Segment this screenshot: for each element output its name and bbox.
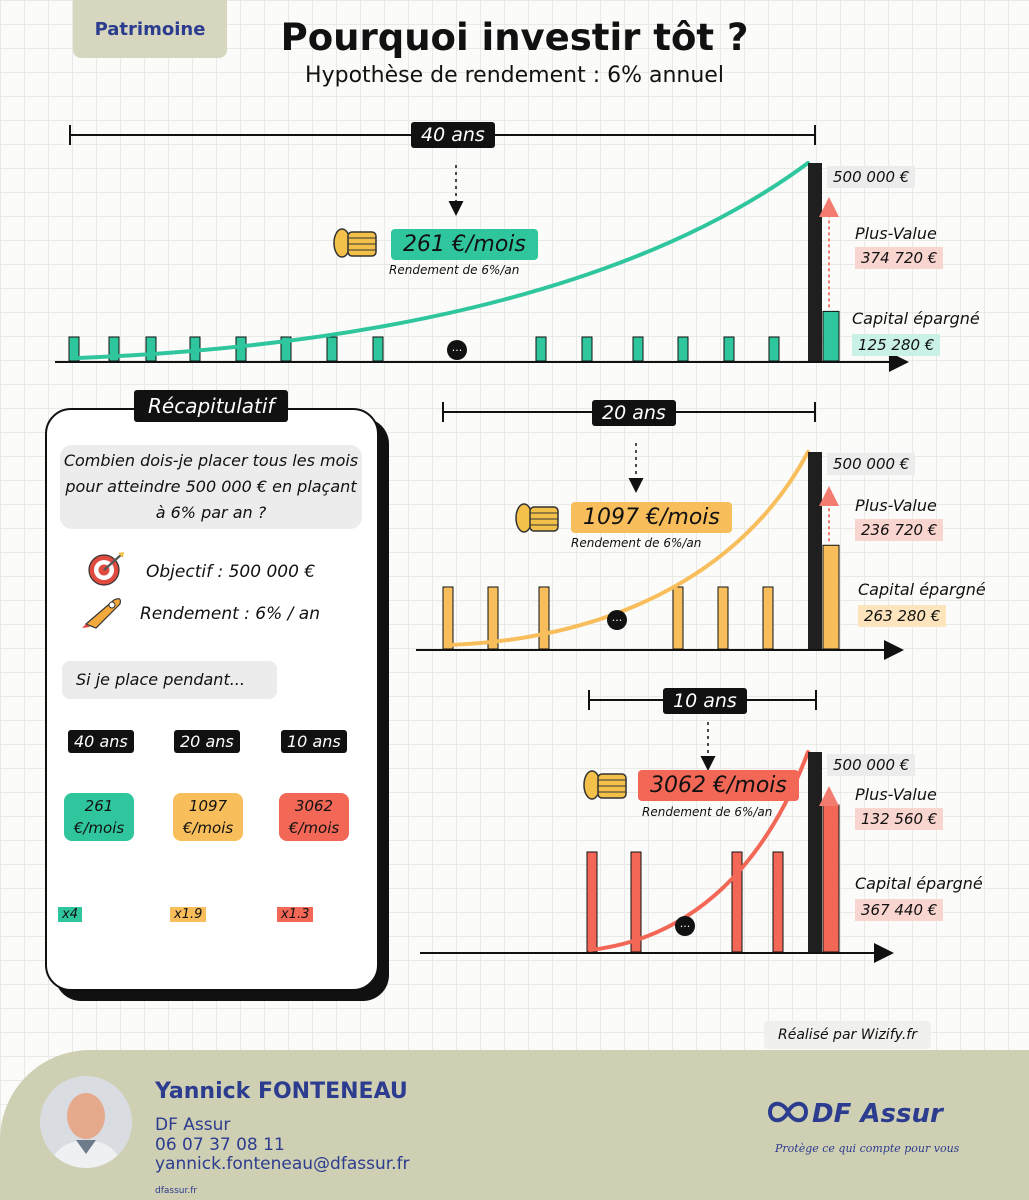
gain-label-40: Plus-Value <box>855 224 937 243</box>
capital-bar <box>823 311 839 361</box>
recap-amount-20: 1097 €/mois <box>173 793 243 841</box>
monthly-amount-40: 261 €/mois <box>391 229 538 260</box>
contribution-bar <box>633 337 643 361</box>
yield-note-10: Rendement de 6%/an <box>642 805 773 819</box>
yield-note-20: Rendement de 6%/an <box>571 536 702 550</box>
final-total-bar <box>808 163 822 361</box>
recap-duration-20: 20 ans <box>174 730 240 753</box>
contribution-bar <box>146 337 156 361</box>
final-total-bar <box>808 452 822 649</box>
gain-value-10: 132 560 € <box>855 808 943 830</box>
coins-icon <box>512 501 562 539</box>
capital-label-40: Capital épargné <box>852 309 980 328</box>
recap-yield: Rendement : 6% / an <box>140 604 320 624</box>
target-icon <box>88 551 126 591</box>
duration-label-40: 40 ans <box>411 122 495 148</box>
recap-amount-10: 3062 €/mois <box>279 793 349 841</box>
contribution-bar <box>443 587 453 649</box>
page-subtitle: Hypothèse de rendement : 6% annuel <box>305 63 724 88</box>
contribution-bar <box>673 587 683 649</box>
phone-number[interactable]: 06 07 37 08 11 <box>155 1135 285 1155</box>
brand-name: DF Assur <box>812 1099 943 1129</box>
contribution-bar <box>236 337 246 361</box>
infinity-logo-icon <box>766 1096 810 1132</box>
total-value-10: 500 000 € <box>827 754 915 776</box>
gain-value-20: 236 720 € <box>855 519 943 541</box>
contribution-bar <box>327 337 337 361</box>
gain-label-20: Plus-Value <box>855 496 937 515</box>
website-link[interactable]: dfassur.fr <box>155 1186 198 1196</box>
category-tag: Patrimoine <box>73 0 227 58</box>
recap-amount-40: 261 €/mois <box>64 793 134 841</box>
recap-objective: Objectif : 500 000 € <box>146 562 316 582</box>
ellipsis-dot-20: ... <box>607 610 627 630</box>
total-value-20: 500 000 € <box>827 453 915 475</box>
final-total-bar <box>808 752 822 952</box>
capital-value-40: 125 280 € <box>852 334 940 356</box>
capital-bar <box>823 545 839 649</box>
ellipsis-dot-10: ... <box>675 916 695 936</box>
contribution-bar <box>718 587 728 649</box>
contribution-bar <box>724 337 734 361</box>
rocket-icon <box>80 594 124 634</box>
monthly-amount-20: 1097 €/mois <box>571 502 732 533</box>
contribution-bar <box>769 337 779 361</box>
capital-label-10: Capital épargné <box>855 874 983 893</box>
person-name: Yannick FONTENEAU <box>155 1079 408 1104</box>
total-value-40: 500 000 € <box>827 166 915 188</box>
gain-value-40: 374 720 € <box>855 247 943 269</box>
recap-multiplier-40: x4 <box>58 907 82 922</box>
page-title: Pourquoi investir tôt ? <box>280 16 749 59</box>
duration-label-10: 10 ans <box>663 688 747 714</box>
recap-duration-10: 10 ans <box>281 730 347 753</box>
avatar <box>40 1076 132 1168</box>
coins-icon <box>580 768 630 806</box>
credit-note: Réalisé par Wizify.fr <box>764 1021 931 1049</box>
growth-curve <box>78 163 808 358</box>
recap-since: Si je place pendant... <box>62 661 277 699</box>
company-name: DF Assur <box>155 1115 231 1135</box>
contribution-bar <box>536 337 546 361</box>
capital-value-10: 367 440 € <box>855 899 943 921</box>
duration-label-20: 20 ans <box>592 400 676 426</box>
contribution-bar <box>763 587 773 649</box>
recap-multiplier-20: x1.9 <box>170 907 206 922</box>
contribution-bar <box>678 337 688 361</box>
contribution-bar <box>582 337 592 361</box>
contribution-bar <box>773 852 783 952</box>
monthly-amount-10: 3062 €/mois <box>638 770 799 801</box>
capital-bar <box>823 805 839 952</box>
yield-note-40: Rendement de 6%/an <box>389 263 520 277</box>
brand-tagline: Protège ce qui compte pour vous <box>775 1142 960 1155</box>
capital-value-20: 263 280 € <box>858 605 946 627</box>
recap-multiplier-10: x1.3 <box>277 907 313 922</box>
recap-duration-40: 40 ans <box>68 730 134 753</box>
recap-question: Combien dois-je placer tous les mois pour atteindre 500 000 € en plaçant à 6% par an ? <box>60 445 362 529</box>
contribution-bar <box>587 852 597 952</box>
email-address[interactable]: yannick.fonteneau@dfassur.fr <box>155 1154 410 1174</box>
contribution-bar <box>373 337 383 361</box>
capital-label-20: Capital épargné <box>858 580 986 599</box>
contribution-bar <box>539 587 549 649</box>
coins-icon <box>330 226 380 264</box>
ellipsis-dot-40: ... <box>447 340 467 360</box>
gain-label-10: Plus-Value <box>855 785 937 804</box>
recap-title: Récapitulatif <box>134 390 288 422</box>
